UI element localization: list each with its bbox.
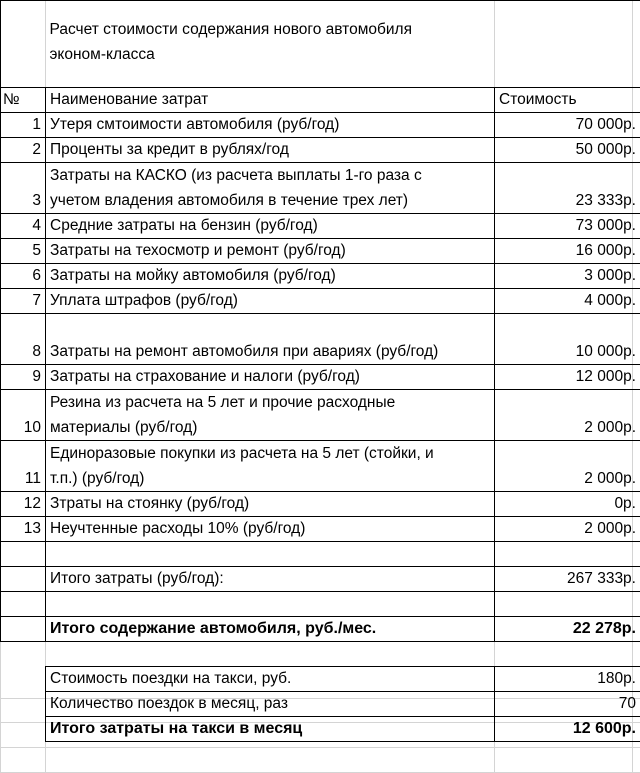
row-num[interactable]: 10 [1, 390, 46, 441]
row-cost[interactable]: 70 000р. [495, 113, 640, 138]
taxi-trips-row [1, 692, 640, 717]
row-name[interactable]: Затраты на техосмотр и ремонт (руб/год) [46, 239, 495, 264]
row-cost[interactable]: 4 000р. [495, 289, 640, 314]
row-name-line2: учетом владения автомобиля в течение трех лет) [50, 192, 409, 209]
table-row [1, 113, 640, 138]
table-row [1, 492, 640, 517]
row-cost[interactable]: 2 000р. [495, 390, 640, 441]
row-cost[interactable]: 0р. [495, 492, 640, 517]
row-cost[interactable]: 2 000р. [495, 517, 640, 542]
table-row [1, 138, 640, 163]
row-cost[interactable]: 50 000р. [495, 138, 640, 163]
total-month-value[interactable]: 22 278р. [495, 617, 640, 642]
table-row [1, 239, 640, 264]
row-num[interactable]: 13 [1, 517, 46, 542]
sheet-title[interactable] [46, 1, 495, 88]
total-year-label[interactable]: Итого затраты (руб/год): [46, 567, 495, 592]
table-row [1, 314, 640, 365]
taxi-trip-cost-value[interactable]: 180р. [495, 667, 640, 692]
total-year-row [1, 567, 640, 592]
header-num[interactable]: № [1, 88, 46, 113]
total-month-row [1, 617, 640, 642]
row-cost[interactable]: 3 000р. [495, 264, 640, 289]
table-row [1, 289, 640, 314]
row-name-line1: Единоразовые покупки из расчета на 5 лет (стойки, и [50, 445, 434, 462]
header-cost[interactable]: Стоимость [495, 88, 640, 113]
row-cost[interactable]: 16 000р. [495, 239, 640, 264]
row-num[interactable]: 9 [1, 365, 46, 390]
total-month-label[interactable]: Итого содержание автомобиля, руб./мес. [46, 617, 495, 642]
row-name[interactable] [46, 441, 495, 492]
row-name-line2: материалы (руб/год) [50, 419, 198, 436]
taxi-trip-cost-row [1, 667, 640, 692]
row-name[interactable]: Зтраты на стоянку (руб/год) [46, 492, 495, 517]
row-num[interactable]: 1 [1, 113, 46, 138]
row-num[interactable]: 11 [1, 441, 46, 492]
taxi-total-row [1, 717, 640, 742]
sheet-title-line2: эконом-класса [49, 46, 155, 63]
taxi-trips-value[interactable]: 70 [495, 692, 640, 717]
row-name[interactable]: Средние затраты на бензин (руб/год) [46, 214, 495, 239]
row-cost[interactable]: 10 000р. [495, 314, 640, 365]
spacer-row [1, 642, 640, 667]
row-name[interactable]: Затраты на ремонт автомобиля при авариях (руб/год) [46, 314, 495, 365]
row-num[interactable]: 5 [1, 239, 46, 264]
row-num[interactable]: 4 [1, 214, 46, 239]
row-cost[interactable]: 2 000р. [495, 441, 640, 492]
row-name[interactable]: Затраты на страхование и налоги (руб/год) [46, 365, 495, 390]
row-name[interactable]: Уплата штрафов (руб/год) [46, 289, 495, 314]
table-row [1, 517, 640, 542]
table-row [1, 163, 640, 214]
row-num[interactable]: 2 [1, 138, 46, 163]
row-cost[interactable]: 12 000р. [495, 365, 640, 390]
row-name[interactable] [46, 163, 495, 214]
row-cost[interactable]: 73 000р. [495, 214, 640, 239]
header-row [1, 88, 640, 113]
total-year-value[interactable]: 267 333р. [495, 567, 640, 592]
table-row [1, 214, 640, 239]
table-row [1, 390, 640, 441]
empty-row [1, 542, 640, 567]
empty-row [1, 592, 640, 617]
header-name[interactable]: Наименование затрат [46, 88, 495, 113]
row-name[interactable]: Неучтенные расходы 10% (руб/год) [46, 517, 495, 542]
row-name[interactable]: Проценты за кредит в рублях/год [46, 138, 495, 163]
row-name-line1: Резина из расчета на 5 лет и прочие расходные [50, 394, 396, 411]
table-row [1, 441, 640, 492]
row-name[interactable]: Затраты на мойку автомобиля (руб/год) [46, 264, 495, 289]
row-name[interactable]: Утеря смтоимости автомобиля (руб/год) [46, 113, 495, 138]
title-row [1, 1, 640, 88]
row-num[interactable]: 6 [1, 264, 46, 289]
table-row [1, 264, 640, 289]
row-num[interactable]: 8 [1, 314, 46, 365]
row-cost[interactable]: 23 333р. [495, 163, 640, 214]
sheet-title-line1: Расчет стоимости содержания нового автомобиля [49, 21, 412, 38]
row-name-line1: Затраты на КАСКО (из расчета выплаты 1-го раза с [50, 167, 422, 184]
row-name-line2: т.п.) (руб/год) [50, 470, 145, 487]
taxi-trips-label[interactable]: Количество поездок в месяц, раз [46, 692, 495, 717]
row-num[interactable]: 12 [1, 492, 46, 517]
taxi-trip-cost-label[interactable]: Стоимость поездки на такси, руб. [46, 667, 495, 692]
row-num[interactable]: 3 [1, 163, 46, 214]
taxi-total-value[interactable]: 12 600р. [495, 717, 640, 742]
table-row [1, 365, 640, 390]
row-num[interactable]: 7 [1, 289, 46, 314]
taxi-total-label[interactable]: Итого затраты на такси в месяц [46, 717, 495, 742]
row-name[interactable] [46, 390, 495, 441]
